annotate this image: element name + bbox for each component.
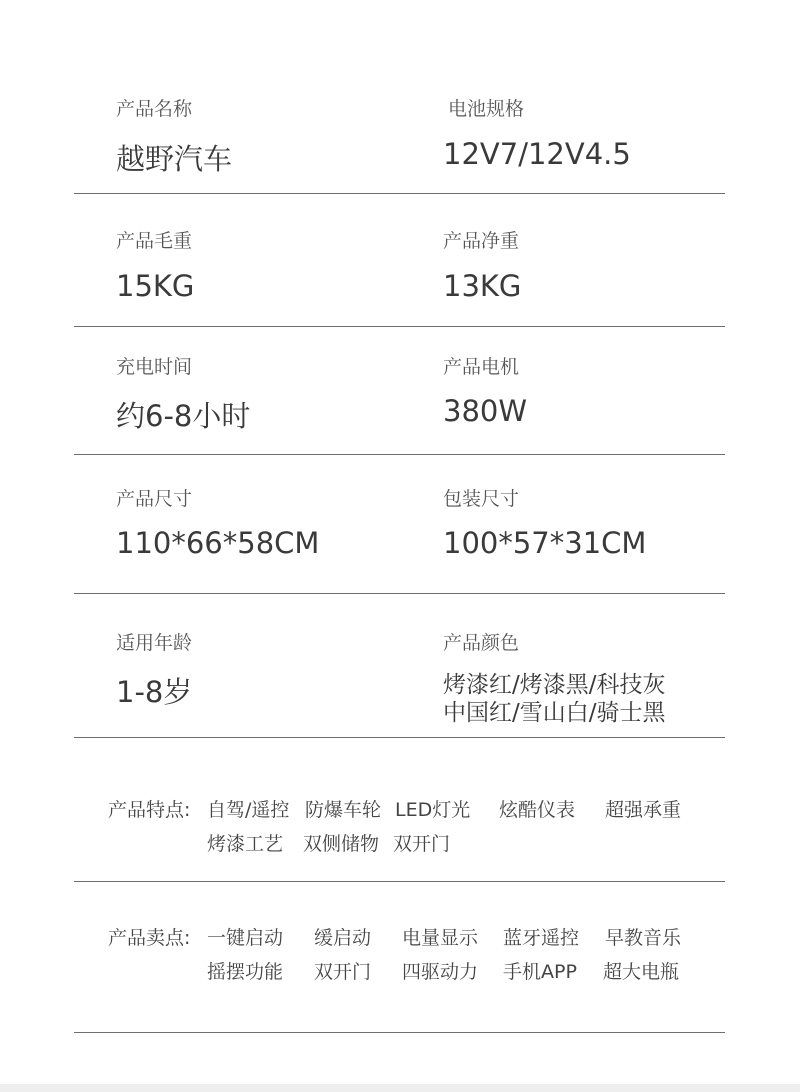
selling-point-item: 一键启动: [207, 927, 284, 949]
selling-point-item: 摇摆功能: [207, 961, 284, 983]
section-divider: [74, 881, 725, 882]
feature-item: LED灯光: [395, 799, 471, 821]
feature-item: 超强承重: [605, 799, 682, 821]
feature-item: 双开门: [393, 833, 451, 855]
color-label: 产品颜色: [443, 632, 520, 654]
battery-spec-value: 12V7/12V4.5: [443, 137, 631, 171]
features-label: 产品特点:: [108, 799, 191, 821]
selling-point-item: 电量显示: [402, 927, 479, 949]
selling-point-item: 四驱动力: [402, 961, 479, 983]
bottom-edge-bar: [0, 1084, 800, 1092]
motor-label: 产品电机: [443, 356, 520, 378]
charge-time-value: 约6-8小时: [116, 399, 251, 433]
age-label: 适用年龄: [116, 632, 193, 654]
gross-weight-value: 15KG: [116, 269, 195, 303]
feature-item: 防爆车轮: [305, 799, 382, 821]
gross-weight-label: 产品毛重: [116, 230, 193, 252]
selling-point-item: 手机APP: [503, 961, 577, 983]
battery-spec-label: 电池规格: [448, 98, 525, 120]
product-name-label: 产品名称: [116, 98, 193, 120]
row-divider: [74, 326, 725, 327]
feature-item: 炫酷仪表: [499, 799, 576, 821]
selling-points-label: 产品卖点:: [108, 927, 191, 949]
row-divider: [74, 737, 725, 738]
package-size-label: 包装尺寸: [443, 488, 520, 510]
age-value: 1-8岁: [116, 675, 193, 709]
product-size-label: 产品尺寸: [116, 488, 193, 510]
feature-item: 自驾/遥控: [207, 799, 290, 821]
selling-point-item: 双开门: [314, 961, 372, 983]
selling-point-item: 缓启动: [314, 927, 372, 949]
selling-point-item: 超大电瓶: [603, 961, 680, 983]
selling-point-item: 早教音乐: [605, 927, 682, 949]
charge-time-label: 充电时间: [116, 356, 193, 378]
product-size-value: 110*66*58CM: [116, 526, 320, 560]
net-weight-value: 13KG: [443, 269, 522, 303]
feature-item: 烤漆工艺: [207, 833, 284, 855]
row-divider: [74, 193, 725, 194]
motor-value: 380W: [443, 394, 528, 428]
section-divider: [74, 1032, 725, 1033]
product-name-value: 越野汽车: [116, 142, 233, 176]
color-value-line2: 中国红/雪山白/骑士黑: [443, 700, 666, 726]
row-divider: [74, 454, 725, 455]
net-weight-label: 产品净重: [443, 230, 520, 252]
feature-item: 双侧储物: [303, 833, 380, 855]
row-divider: [74, 593, 725, 594]
color-value-line1: 烤漆红/烤漆黑/科技灰: [443, 672, 666, 698]
package-size-value: 100*57*31CM: [443, 526, 647, 560]
selling-point-item: 蓝牙遥控: [503, 927, 580, 949]
